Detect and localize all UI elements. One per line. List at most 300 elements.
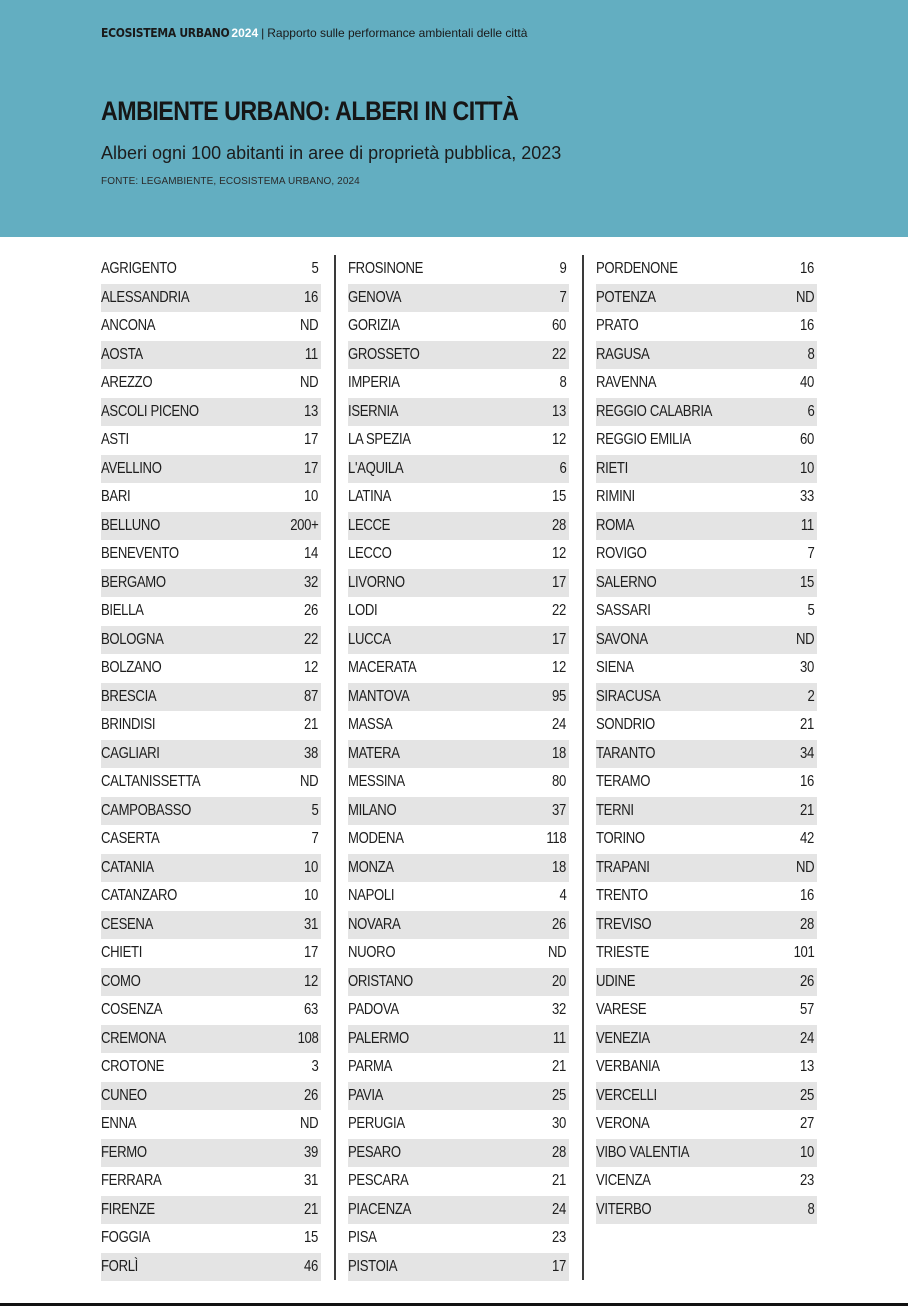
- city-name: SASSARI: [596, 602, 651, 620]
- brand-year: 2024: [231, 26, 259, 40]
- table-row: [596, 1167, 817, 1196]
- trees-value: 10: [800, 459, 814, 477]
- trees-value: 25: [552, 1086, 566, 1104]
- table-row: [348, 854, 569, 883]
- trees-value: 15: [800, 573, 814, 591]
- city-name: ASTI: [101, 431, 129, 449]
- trees-value: 10: [304, 887, 318, 905]
- table-row: [348, 1025, 569, 1054]
- city-name: RAGUSA: [596, 345, 650, 363]
- table-row: [101, 455, 321, 484]
- table-row: [348, 911, 569, 940]
- table-row: [596, 1139, 817, 1168]
- table-row: [101, 483, 321, 512]
- data-source: FONTE: LEGAMBIENTE, ECOSISTEMA URBANO, 2024: [101, 176, 360, 187]
- trees-value: 26: [552, 915, 566, 933]
- table-row: [596, 740, 817, 769]
- trees-value: 16: [800, 773, 814, 791]
- trees-value: 32: [304, 573, 318, 591]
- trees-value: 38: [304, 744, 318, 762]
- trees-value: 39: [304, 1143, 318, 1161]
- trees-value: 9: [559, 260, 566, 278]
- trees-value: 21: [552, 1172, 566, 1190]
- city-name: ORISTANO: [348, 972, 413, 990]
- city-name: ALESSANDRIA: [101, 288, 190, 306]
- city-name: BIELLA: [101, 602, 144, 620]
- table-row: [596, 939, 817, 968]
- city-name: MESSINA: [348, 773, 405, 791]
- trees-value: 34: [800, 744, 814, 762]
- trees-value: ND: [795, 288, 814, 306]
- trees-value: 11: [553, 1029, 566, 1047]
- trees-value: 25: [800, 1086, 814, 1104]
- city-name: ISERNIA: [348, 402, 399, 420]
- city-name: SIRACUSA: [596, 687, 661, 705]
- trees-value: 6: [559, 459, 566, 477]
- trees-value: 13: [800, 1058, 814, 1076]
- city-name: VENEZIA: [596, 1029, 650, 1047]
- table-row: [348, 540, 569, 569]
- city-name: VARESE: [596, 1001, 647, 1019]
- city-name: PISA: [348, 1229, 377, 1247]
- table-row: [348, 597, 569, 626]
- trees-value: 26: [800, 972, 814, 990]
- table-row: [596, 626, 817, 655]
- table-row: [101, 512, 321, 541]
- trees-value: 20: [552, 972, 566, 990]
- trees-value: 12: [304, 659, 318, 677]
- table-row: [101, 1167, 321, 1196]
- table-row: [348, 968, 569, 997]
- table-row: [101, 911, 321, 940]
- city-name: BENEVENTO: [101, 545, 179, 563]
- table-row: [101, 996, 321, 1025]
- trees-value: 24: [552, 716, 566, 734]
- trees-value: 87: [304, 687, 318, 705]
- trees-value: 33: [800, 488, 814, 506]
- trees-value: 17: [552, 1257, 566, 1275]
- table-row: [348, 1082, 569, 1111]
- table-row: [596, 1082, 817, 1111]
- trees-value: 8: [807, 1200, 814, 1218]
- city-name: CALTANISSETTA: [101, 773, 201, 791]
- trees-value: 21: [304, 716, 318, 734]
- trees-value: 24: [800, 1029, 814, 1047]
- city-name: VITERBO: [596, 1200, 652, 1218]
- trees-value: 5: [311, 260, 318, 278]
- city-name: VERBANIA: [596, 1058, 660, 1076]
- table-row: [348, 341, 569, 370]
- table-row: [348, 398, 569, 427]
- table-row: [596, 483, 817, 512]
- table-row: [348, 683, 569, 712]
- table-row: [596, 768, 817, 797]
- table-row: [101, 854, 321, 883]
- trees-value: 22: [552, 602, 566, 620]
- city-name: RIETI: [596, 459, 628, 477]
- table-row: [348, 1139, 569, 1168]
- trees-value: ND: [547, 944, 566, 962]
- trees-value: 21: [552, 1058, 566, 1076]
- city-name: CATANIA: [101, 858, 154, 876]
- city-name: TERNI: [596, 801, 634, 819]
- table-row: [596, 455, 817, 484]
- table-row: [596, 398, 817, 427]
- city-name: TREVISO: [596, 915, 652, 933]
- table-row: [101, 626, 321, 655]
- trees-value: 108: [297, 1029, 318, 1047]
- trees-value: 6: [807, 402, 814, 420]
- city-name: AOSTA: [101, 345, 143, 363]
- city-name: VIBO VALENTIA: [596, 1143, 690, 1161]
- table-row: [596, 882, 817, 911]
- city-name: PALERMO: [348, 1029, 409, 1047]
- city-name: AVELLINO: [101, 459, 162, 477]
- city-name: LODI: [348, 602, 378, 620]
- trees-value: 12: [552, 431, 566, 449]
- city-name: MONZA: [348, 858, 394, 876]
- header-band: [0, 0, 908, 237]
- city-name: BERGAMO: [101, 573, 166, 591]
- trees-value: 7: [559, 288, 566, 306]
- city-name: FERRARA: [101, 1172, 162, 1190]
- table-row: [101, 939, 321, 968]
- table-row: [596, 341, 817, 370]
- table-row: [101, 711, 321, 740]
- trees-value: 16: [304, 288, 318, 306]
- trees-value: 17: [304, 431, 318, 449]
- table-row: [348, 569, 569, 598]
- city-name: AREZZO: [101, 374, 153, 392]
- trees-value: 63: [304, 1001, 318, 1019]
- trees-value: 21: [800, 801, 814, 819]
- trees-value: 23: [800, 1172, 814, 1190]
- trees-value: ND: [299, 1115, 318, 1133]
- city-name: VICENZA: [596, 1172, 651, 1190]
- report-topline: [101, 26, 527, 40]
- report-tagline: Rapporto sulle performance ambientali delle città: [267, 26, 528, 40]
- table-row: [596, 512, 817, 541]
- city-name: TRENTO: [596, 887, 648, 905]
- table-row: [348, 882, 569, 911]
- table-row: [101, 1253, 321, 1282]
- trees-value: 46: [304, 1257, 318, 1275]
- trees-value: 26: [304, 602, 318, 620]
- table-row: [596, 1196, 817, 1225]
- table-row: [101, 426, 321, 455]
- table-row: [348, 996, 569, 1025]
- trees-value: 15: [304, 1229, 318, 1247]
- city-name: BOLZANO: [101, 659, 162, 677]
- city-name: NAPOLI: [348, 887, 395, 905]
- table-row: [101, 683, 321, 712]
- table-row: [596, 711, 817, 740]
- city-name: CESENA: [101, 915, 153, 933]
- table-row: [596, 284, 817, 313]
- city-name: SALERNO: [596, 573, 657, 591]
- brand-separator: |: [261, 26, 265, 40]
- trees-value: 11: [305, 345, 318, 363]
- city-name: CREMONA: [101, 1029, 166, 1047]
- trees-value: 80: [552, 773, 566, 791]
- table-row: [348, 1224, 569, 1253]
- table-row: [596, 540, 817, 569]
- table-row: [348, 312, 569, 341]
- city-name: BELLUNO: [101, 516, 160, 534]
- trees-value: 101: [793, 944, 814, 962]
- table-row: [596, 968, 817, 997]
- city-name: CHIETI: [101, 944, 143, 962]
- table-row: [348, 626, 569, 655]
- table-row: [348, 455, 569, 484]
- city-name: BRINDISI: [101, 716, 156, 734]
- city-name: SIENA: [596, 659, 634, 677]
- column-divider: [334, 255, 336, 1280]
- city-name: LUCCA: [348, 630, 391, 648]
- table-row: [596, 597, 817, 626]
- trees-value: 5: [311, 801, 318, 819]
- trees-value: 200+: [289, 516, 318, 534]
- table-row: [348, 939, 569, 968]
- trees-value: 4: [559, 887, 566, 905]
- table-row: [596, 1053, 817, 1082]
- city-name: CATANZARO: [101, 887, 178, 905]
- trees-value: 30: [552, 1115, 566, 1133]
- trees-value: 3: [311, 1058, 318, 1076]
- city-name: NUORO: [348, 944, 396, 962]
- trees-value: ND: [299, 374, 318, 392]
- trees-value: 30: [800, 659, 814, 677]
- table-row: [596, 911, 817, 940]
- table-row: [348, 654, 569, 683]
- city-name: UDINE: [596, 972, 636, 990]
- trees-value: 21: [800, 716, 814, 734]
- table-row: [596, 255, 817, 284]
- table-row: [101, 255, 321, 284]
- trees-value: 16: [800, 887, 814, 905]
- trees-value: 18: [552, 858, 566, 876]
- table-row: [348, 512, 569, 541]
- trees-value: 118: [546, 830, 566, 848]
- table-row: [596, 654, 817, 683]
- city-name: MILANO: [348, 801, 397, 819]
- trees-value: 10: [304, 488, 318, 506]
- trees-value: 8: [807, 345, 814, 363]
- city-name: ENNA: [101, 1115, 137, 1133]
- table-row: [596, 426, 817, 455]
- city-name: FORLÌ: [101, 1257, 139, 1275]
- city-name: NOVARA: [348, 915, 401, 933]
- city-name: GROSSETO: [348, 345, 420, 363]
- table-row: [101, 398, 321, 427]
- city-name: LECCO: [348, 545, 392, 563]
- trees-value: ND: [795, 858, 814, 876]
- city-column-1: [101, 255, 321, 1281]
- trees-value: 28: [552, 516, 566, 534]
- trees-value: 26: [304, 1086, 318, 1104]
- trees-value: 60: [800, 431, 814, 449]
- brand-name: ECOSISTEMA URBANO: [101, 26, 230, 40]
- city-name: LATINA: [348, 488, 391, 506]
- table-row: [596, 797, 817, 826]
- city-name: REGGIO CALABRIA: [596, 402, 713, 420]
- city-name: TARANTO: [596, 744, 656, 762]
- table-row: [101, 312, 321, 341]
- table-row: [101, 1139, 321, 1168]
- table-row: [348, 740, 569, 769]
- table-row: [348, 768, 569, 797]
- trees-value: 28: [552, 1143, 566, 1161]
- page-subtitle: Alberi ogni 100 abitanti in aree di proprietà pubblica, 2023: [101, 143, 562, 163]
- page-title: AMBIENTE URBANO: ALBERI IN CITTÀ: [101, 96, 519, 126]
- table-row: [348, 369, 569, 398]
- trees-value: 60: [552, 317, 566, 335]
- table-row: [348, 284, 569, 313]
- table-row: [596, 1110, 817, 1139]
- city-name: AGRIGENTO: [101, 260, 177, 278]
- column-divider: [582, 255, 584, 1280]
- trees-value: 8: [559, 374, 566, 392]
- table-row: [101, 341, 321, 370]
- trees-value: ND: [299, 317, 318, 335]
- trees-value: 24: [552, 1200, 566, 1218]
- table-row: [596, 1025, 817, 1054]
- table-row: [101, 540, 321, 569]
- trees-value: 57: [800, 1001, 814, 1019]
- city-name: VERONA: [596, 1115, 650, 1133]
- table-row: [101, 882, 321, 911]
- trees-value: 16: [800, 317, 814, 335]
- trees-value: 7: [807, 545, 814, 563]
- city-name: MANTOVA: [348, 687, 410, 705]
- table-row: [348, 1110, 569, 1139]
- city-name: PRATO: [596, 317, 639, 335]
- city-name: CAMPOBASSO: [101, 801, 192, 819]
- trees-value: 11: [801, 516, 814, 534]
- trees-value: 16: [800, 260, 814, 278]
- city-name: ROMA: [596, 516, 635, 534]
- trees-value: 14: [304, 545, 318, 563]
- trees-value: 5: [807, 602, 814, 620]
- city-name: CAGLIARI: [101, 744, 160, 762]
- trees-value: 31: [304, 1172, 318, 1190]
- city-name: PORDENONE: [596, 260, 678, 278]
- table-row: [348, 255, 569, 284]
- table-row: [348, 825, 569, 854]
- table-row: [348, 1253, 569, 1282]
- city-name: PIACENZA: [348, 1200, 411, 1218]
- city-name: ANCONA: [101, 317, 156, 335]
- table-row: [596, 854, 817, 883]
- city-column-2: [348, 255, 569, 1281]
- table-row: [101, 968, 321, 997]
- trees-value: 2: [807, 687, 814, 705]
- trees-value: 12: [552, 545, 566, 563]
- city-name: FERMO: [101, 1143, 147, 1161]
- trees-value: 17: [552, 630, 566, 648]
- table-row: [101, 1025, 321, 1054]
- city-name: MACERATA: [348, 659, 417, 677]
- city-name: POTENZA: [596, 288, 656, 306]
- table-row: [348, 1196, 569, 1225]
- table-row: [596, 683, 817, 712]
- city-name: COSENZA: [101, 1001, 163, 1019]
- city-name: PISTOIA: [348, 1257, 398, 1275]
- table-row: [101, 1053, 321, 1082]
- table-row: [348, 711, 569, 740]
- city-column-3: [596, 255, 817, 1224]
- city-name: PAVIA: [348, 1086, 384, 1104]
- city-name: VERCELLI: [596, 1086, 657, 1104]
- table-row: [101, 768, 321, 797]
- city-name: BRESCIA: [101, 687, 157, 705]
- table-row: [348, 797, 569, 826]
- table-row: [348, 426, 569, 455]
- city-name: SONDRIO: [596, 716, 655, 734]
- city-name: MASSA: [348, 716, 393, 734]
- table-row: [101, 597, 321, 626]
- city-name: TRIESTE: [596, 944, 650, 962]
- city-name: BARI: [101, 488, 131, 506]
- city-name: TERAMO: [596, 773, 651, 791]
- trees-value: 17: [552, 573, 566, 591]
- table-row: [101, 284, 321, 313]
- city-name: PESCARA: [348, 1172, 409, 1190]
- trees-value: 10: [304, 858, 318, 876]
- trees-value: 37: [552, 801, 566, 819]
- city-name: FOGGIA: [101, 1229, 151, 1247]
- table-row: [348, 1167, 569, 1196]
- trees-value: 42: [800, 830, 814, 848]
- trees-value: 17: [304, 944, 318, 962]
- city-name: GENOVA: [348, 288, 402, 306]
- trees-value: 18: [552, 744, 566, 762]
- trees-value: 22: [552, 345, 566, 363]
- city-name: LECCE: [348, 516, 391, 534]
- city-name: MODENA: [348, 830, 404, 848]
- trees-value: 32: [552, 1001, 566, 1019]
- trees-value: 7: [311, 830, 318, 848]
- table-row: [101, 1196, 321, 1225]
- table-row: [101, 825, 321, 854]
- trees-value: 21: [304, 1200, 318, 1218]
- trees-value: 40: [800, 374, 814, 392]
- table-row: [596, 996, 817, 1025]
- city-name: ROVIGO: [596, 545, 647, 563]
- table-row: [596, 369, 817, 398]
- city-name: COMO: [101, 972, 141, 990]
- city-name: CASERTA: [101, 830, 160, 848]
- city-name: RIMINI: [596, 488, 635, 506]
- table-row: [101, 369, 321, 398]
- city-name: CROTONE: [101, 1058, 165, 1076]
- city-name: CUNEO: [101, 1086, 147, 1104]
- city-name: PARMA: [348, 1058, 393, 1076]
- trees-value: 13: [552, 402, 566, 420]
- city-name: SAVONA: [596, 630, 648, 648]
- city-name: MATERA: [348, 744, 400, 762]
- trees-value: 27: [800, 1115, 814, 1133]
- trees-value: 15: [552, 488, 566, 506]
- city-name: RAVENNA: [596, 374, 657, 392]
- table-row: [101, 797, 321, 826]
- table-row: [101, 1082, 321, 1111]
- city-name: FIRENZE: [101, 1200, 155, 1218]
- city-name: BOLOGNA: [101, 630, 164, 648]
- trees-value: 95: [552, 687, 566, 705]
- city-name: REGGIO EMILIA: [596, 431, 691, 449]
- city-name: L'AQUILA: [348, 459, 404, 477]
